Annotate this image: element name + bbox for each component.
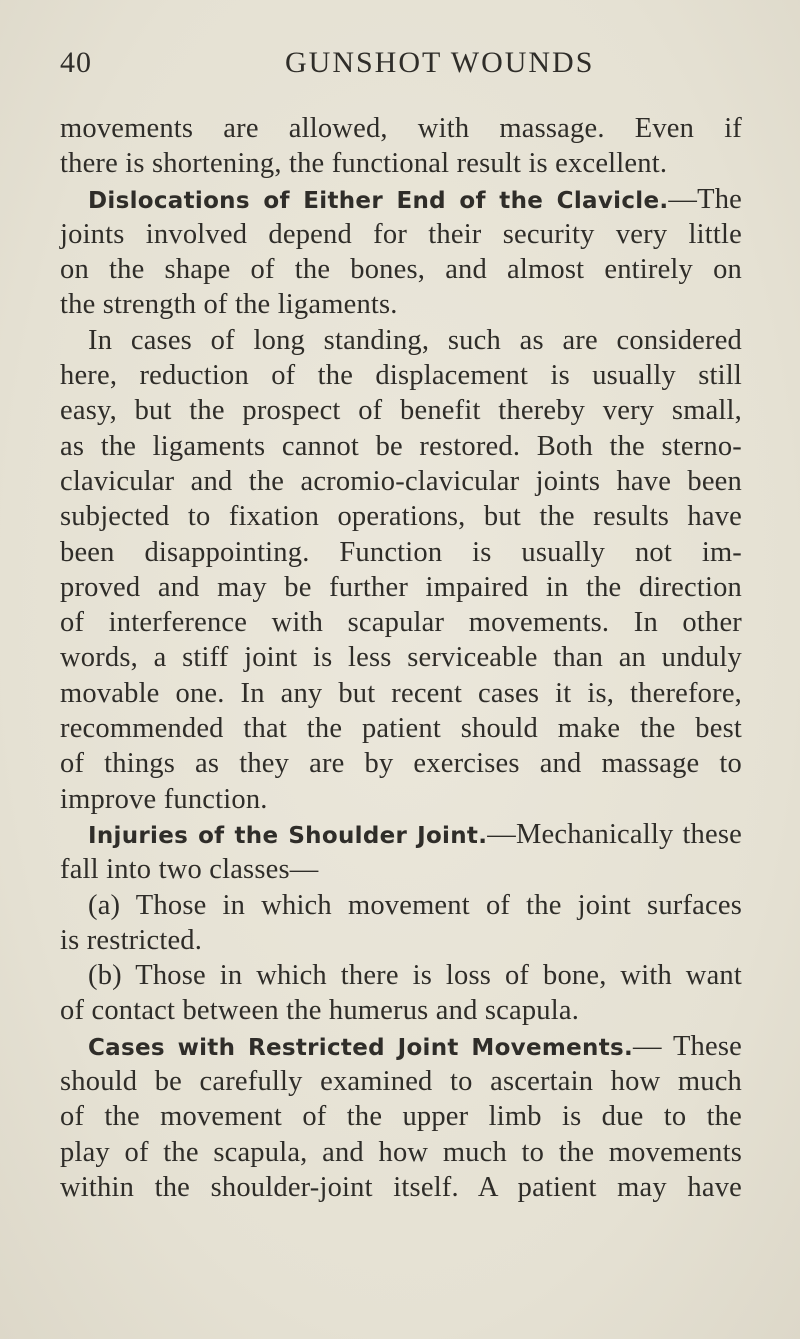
text-line xyxy=(60,252,742,287)
text-run: of the movement of the upper limb is due to the xyxy=(60,1101,742,1133)
text-run: as the ligaments cannot be restored. Both the sterno- xyxy=(60,430,742,462)
section-heading: Cases with Restricted Joint Movements. xyxy=(88,1034,634,1061)
text-line xyxy=(60,1099,742,1134)
text-run: (a) Those in which movement of the joint surfaces xyxy=(88,889,742,921)
text-run: here, reduction of the displacement is usually still xyxy=(60,360,742,392)
text-run: is restricted. xyxy=(60,924,203,956)
text-line xyxy=(60,782,742,817)
text-run: of interference with scapular movements. In other xyxy=(60,607,742,639)
text-run: of contact between the humerus and scapula. xyxy=(60,995,580,1027)
text-line xyxy=(60,182,742,217)
text-line xyxy=(60,499,742,534)
text-line xyxy=(60,358,742,393)
text-run: play of the scapula, and how much to the movements xyxy=(60,1136,742,1168)
text-line xyxy=(60,287,742,322)
page-number: 40 xyxy=(60,46,92,79)
text-line xyxy=(60,605,742,640)
text-line xyxy=(60,676,742,711)
text-run: (b) Those in which there is loss of bone, with want xyxy=(88,960,742,992)
text-run: —Mechanically these xyxy=(487,818,742,850)
text-run: movable one. In any but recent cases it is, therefore, xyxy=(60,677,742,709)
text-run: been disappointing. Function is usually not im- xyxy=(60,536,742,568)
text-line xyxy=(60,535,742,570)
text-line xyxy=(60,1064,742,1099)
text-run: — These xyxy=(633,1030,742,1062)
text-line xyxy=(60,464,742,499)
text-line xyxy=(60,746,742,781)
text-run: of things as they are by exercises and massage to xyxy=(60,748,742,780)
text-line xyxy=(60,711,742,746)
text-line xyxy=(60,640,742,675)
section-heading: Injuries of the Shoulder Joint. xyxy=(88,822,488,849)
text-run: recommended that the patient should make the best xyxy=(60,713,742,745)
text-run: proved and may be further impaired in the direction xyxy=(60,571,742,603)
text-run: on the shape of the bones, and almost entirely on xyxy=(60,254,742,286)
text-run: there is shortening, the functional result is excellent. xyxy=(60,148,668,180)
text-line xyxy=(60,852,742,887)
text-run: improve function. xyxy=(60,783,268,815)
text-line xyxy=(60,1029,742,1064)
text-line xyxy=(60,923,742,958)
text-run: —The xyxy=(668,183,742,215)
text-line xyxy=(60,570,742,605)
text-line xyxy=(60,429,742,464)
text-line xyxy=(60,146,742,181)
text-run: In cases of long standing, such as are considered xyxy=(88,324,742,356)
body-text xyxy=(60,111,742,1205)
text-line xyxy=(60,888,742,923)
text-line xyxy=(60,323,742,358)
text-run: easy, but the prospect of benefit thereby very small, xyxy=(60,395,742,427)
text-run: subjected to fixation operations, but the results have xyxy=(60,501,742,533)
text-run: joints involved depend for their security very little xyxy=(60,218,742,250)
text-line xyxy=(60,817,742,852)
text-line xyxy=(60,1135,742,1170)
text-run: movements are allowed, with massage. Even if xyxy=(60,113,742,144)
text-run: within the shoulder-joint itself. A patient may have xyxy=(60,1171,742,1203)
text-line xyxy=(60,1170,742,1205)
section-heading: Dislocations of Either End of the Clavicle. xyxy=(88,187,669,214)
text-run: clavicular and the acromio-clavicular joints have been xyxy=(60,465,742,497)
text-line xyxy=(60,993,742,1028)
text-run: fall into two classes— xyxy=(60,854,319,886)
running-title: GUNSHOT WOUNDS xyxy=(285,46,595,79)
text-line xyxy=(60,111,742,146)
page-header xyxy=(60,46,750,90)
text-line xyxy=(60,217,742,252)
text-run: the strength of the ligaments. xyxy=(60,289,398,321)
text-line xyxy=(60,958,742,993)
text-line xyxy=(60,393,742,428)
text-run: should be carefully examined to ascertain how much xyxy=(60,1066,742,1098)
text-run: words, a stiff joint is less serviceable than an unduly xyxy=(60,642,742,674)
